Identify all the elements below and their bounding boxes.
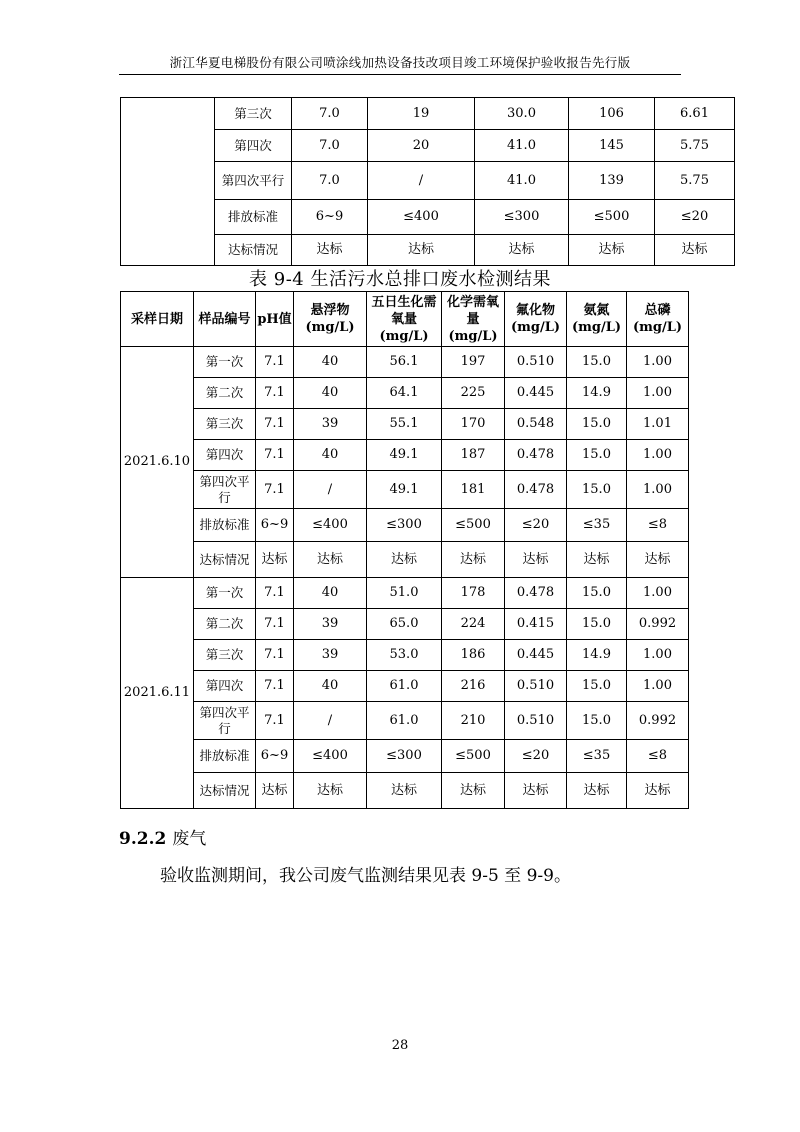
table-cell: 达标 bbox=[655, 235, 735, 266]
table-cell: 7.1 bbox=[256, 409, 294, 440]
table-cell: ≤8 bbox=[627, 509, 689, 542]
table-cell: 40 bbox=[294, 578, 367, 609]
header-row bbox=[121, 292, 689, 347]
table-cell: 145 bbox=[569, 130, 655, 162]
row-label: 第四次平行 bbox=[194, 702, 256, 740]
col-header-tp: 总磷(mg/L) bbox=[627, 292, 689, 347]
page-number: 28 bbox=[391, 1038, 409, 1053]
table-cell: 6~9 bbox=[256, 509, 294, 542]
table-cell: ≤400 bbox=[368, 200, 475, 235]
table-row bbox=[121, 440, 689, 471]
table-row bbox=[121, 98, 735, 130]
row-label: 达标情况 bbox=[215, 235, 292, 266]
table-cell: 49.1 bbox=[367, 440, 442, 471]
table-cell: 15.0 bbox=[567, 471, 627, 509]
table-cell: 51.0 bbox=[367, 578, 442, 609]
table-cell: 14.9 bbox=[567, 640, 627, 671]
table-cell: 1.00 bbox=[627, 347, 689, 378]
continued-results-table bbox=[120, 97, 735, 266]
section-title: 废气 bbox=[172, 829, 207, 849]
table-cell: 170 bbox=[442, 409, 505, 440]
table-cell: ≤20 bbox=[505, 509, 567, 542]
table-cell: 49.1 bbox=[367, 471, 442, 509]
table-cell: 达标 bbox=[475, 235, 569, 266]
table-cell: 1.00 bbox=[627, 640, 689, 671]
table-cell: 达标 bbox=[627, 542, 689, 578]
row-label: 达标情况 bbox=[194, 773, 256, 809]
table-row bbox=[121, 347, 689, 378]
table-row bbox=[121, 378, 689, 409]
table-cell: 达标 bbox=[442, 773, 505, 809]
table-cell: 197 bbox=[442, 347, 505, 378]
table-cell: 15.0 bbox=[567, 409, 627, 440]
table-cell: 40 bbox=[294, 378, 367, 409]
row-label: 第二次 bbox=[194, 609, 256, 640]
table-row bbox=[121, 773, 689, 809]
table-cell: 139 bbox=[569, 162, 655, 200]
table-cell: 40 bbox=[294, 347, 367, 378]
table-cell: / bbox=[294, 471, 367, 509]
table-cell: 0.992 bbox=[627, 609, 689, 640]
header-rule bbox=[119, 74, 681, 75]
table-row bbox=[121, 702, 689, 740]
table-cell: 15.0 bbox=[567, 578, 627, 609]
table-cell: 178 bbox=[442, 578, 505, 609]
table-cell: ≤20 bbox=[655, 200, 735, 235]
table-row bbox=[121, 471, 689, 509]
col-header-ammonia: 氨氮(mg/L) bbox=[567, 292, 627, 347]
table-cell: 15.0 bbox=[567, 347, 627, 378]
table-cell: 61.0 bbox=[367, 702, 442, 740]
table-cell: 0.510 bbox=[505, 671, 567, 702]
col-header-ph: pH值 bbox=[256, 292, 294, 347]
table-cell: 0.445 bbox=[505, 378, 567, 409]
table-cell: 达标 bbox=[367, 542, 442, 578]
table-cell: ≤500 bbox=[442, 509, 505, 542]
table-cell: 达标 bbox=[294, 773, 367, 809]
row-label: 第四次 bbox=[194, 671, 256, 702]
table-row bbox=[121, 409, 689, 440]
table-cell: 达标 bbox=[567, 542, 627, 578]
table-cell: 6~9 bbox=[256, 740, 294, 773]
table-cell: 15.0 bbox=[567, 702, 627, 740]
table-cell: 0.478 bbox=[505, 440, 567, 471]
row-label: 第四次平行 bbox=[215, 162, 292, 200]
body-paragraph: 验收监测期间，我公司废气监测结果见表 9-5 至 9-9。 bbox=[160, 866, 571, 886]
table-cell: 225 bbox=[442, 378, 505, 409]
table-cell: 0.510 bbox=[505, 702, 567, 740]
table-cell: 1.00 bbox=[627, 440, 689, 471]
table-cell: 0.510 bbox=[505, 347, 567, 378]
row-label: 第三次 bbox=[215, 98, 292, 130]
row-label: 排放标准 bbox=[215, 200, 292, 235]
table-cell: 达标 bbox=[256, 542, 294, 578]
table-cell: 1.00 bbox=[627, 471, 689, 509]
col-header-sample: 样品编号 bbox=[194, 292, 256, 347]
table-cell: 7.1 bbox=[256, 440, 294, 471]
table-cell: 5.75 bbox=[655, 162, 735, 200]
page-header: 浙江华夏电梯股份有限公司喷涂线加热设备技改项目竣工环境保护验收报告先行版 bbox=[169, 55, 631, 70]
table-cell: 0.478 bbox=[505, 471, 567, 509]
row-label: 第一次 bbox=[194, 347, 256, 378]
table-cell: 达标 bbox=[292, 235, 368, 266]
col-header-ss: 悬浮物(mg/L) bbox=[294, 292, 367, 347]
table-cell: 0.445 bbox=[505, 640, 567, 671]
section-heading bbox=[119, 824, 206, 849]
table-cell: 达标 bbox=[294, 542, 367, 578]
table-cell: ≤500 bbox=[442, 740, 505, 773]
table-row bbox=[121, 542, 689, 578]
table-cell: 7.1 bbox=[256, 640, 294, 671]
table-cell: 40 bbox=[294, 671, 367, 702]
table-cell: 1.01 bbox=[627, 409, 689, 440]
table-cell: 达标 bbox=[256, 773, 294, 809]
col-header-date: 采样日期 bbox=[121, 292, 194, 347]
table-cell: 64.1 bbox=[367, 378, 442, 409]
table-cell: 0.992 bbox=[627, 702, 689, 740]
table-cell: 6.61 bbox=[655, 98, 735, 130]
row-label: 第四次 bbox=[215, 130, 292, 162]
table-cell: ≤300 bbox=[367, 740, 442, 773]
table-cell: 39 bbox=[294, 409, 367, 440]
table-cell: 达标 bbox=[567, 773, 627, 809]
table-cell: 41.0 bbox=[475, 162, 569, 200]
table-cell: 达标 bbox=[627, 773, 689, 809]
table-cell: 106 bbox=[569, 98, 655, 130]
table-cell: 186 bbox=[442, 640, 505, 671]
date-cell: 2021.6.11 bbox=[121, 578, 194, 809]
table-cell: 达标 bbox=[505, 773, 567, 809]
table-cell: 7.1 bbox=[256, 609, 294, 640]
table-cell: 53.0 bbox=[367, 640, 442, 671]
row-label: 排放标准 bbox=[194, 740, 256, 773]
table-caption: 表 9-4 生活污水总排口废水检测结果 bbox=[249, 269, 551, 290]
date-cell: 2021.6.10 bbox=[121, 347, 194, 578]
table-cell: 达标 bbox=[368, 235, 475, 266]
table-cell: 7.0 bbox=[292, 130, 368, 162]
table-cell: 达标 bbox=[505, 542, 567, 578]
table-cell: / bbox=[294, 702, 367, 740]
row-label: 第四次 bbox=[194, 440, 256, 471]
table-cell: 7.0 bbox=[292, 162, 368, 200]
row-label: 第二次 bbox=[194, 378, 256, 409]
row-label: 第三次 bbox=[194, 640, 256, 671]
table-cell: 达标 bbox=[367, 773, 442, 809]
table-cell: 40 bbox=[294, 440, 367, 471]
table-cell: 55.1 bbox=[367, 409, 442, 440]
table-cell: ≤300 bbox=[475, 200, 569, 235]
table-cell: 39 bbox=[294, 640, 367, 671]
table-cell: 7.1 bbox=[256, 671, 294, 702]
table-cell: 达标 bbox=[569, 235, 655, 266]
table-row bbox=[121, 609, 689, 640]
table-cell: 30.0 bbox=[475, 98, 569, 130]
table-cell: ≤500 bbox=[569, 200, 655, 235]
col-header-fluoride: 氟化物(mg/L) bbox=[505, 292, 567, 347]
wastewater-results-table bbox=[120, 291, 689, 809]
table-cell: 61.0 bbox=[367, 671, 442, 702]
row-label: 第三次 bbox=[194, 409, 256, 440]
table-cell: ≤20 bbox=[505, 740, 567, 773]
table-cell: 7.1 bbox=[256, 702, 294, 740]
table-cell: ≤35 bbox=[567, 740, 627, 773]
table-cell: / bbox=[368, 162, 475, 200]
row-label: 排放标准 bbox=[194, 509, 256, 542]
table-cell: 0.548 bbox=[505, 409, 567, 440]
table-row bbox=[121, 509, 689, 542]
table-row bbox=[121, 578, 689, 609]
blank-cell bbox=[121, 98, 215, 266]
table-cell: 14.9 bbox=[567, 378, 627, 409]
table-cell: 187 bbox=[442, 440, 505, 471]
table-cell: 7.1 bbox=[256, 471, 294, 509]
table-cell: ≤35 bbox=[567, 509, 627, 542]
table-cell: 39 bbox=[294, 609, 367, 640]
table-cell: 181 bbox=[442, 471, 505, 509]
table-cell: 41.0 bbox=[475, 130, 569, 162]
table-row bbox=[121, 740, 689, 773]
table-cell: 1.00 bbox=[627, 671, 689, 702]
col-header-cod: 化学需氧量(mg/L) bbox=[442, 292, 505, 347]
table-cell: ≤8 bbox=[627, 740, 689, 773]
table-cell: 0.415 bbox=[505, 609, 567, 640]
table-cell: 7.1 bbox=[256, 347, 294, 378]
table-cell: 15.0 bbox=[567, 440, 627, 471]
table-cell: ≤300 bbox=[367, 509, 442, 542]
table-cell: 216 bbox=[442, 671, 505, 702]
table-cell: ≤400 bbox=[294, 509, 367, 542]
table-cell: 1.00 bbox=[627, 378, 689, 409]
table-cell: 224 bbox=[442, 609, 505, 640]
table-row bbox=[121, 671, 689, 702]
table-cell: ≤400 bbox=[294, 740, 367, 773]
table-cell: 6~9 bbox=[292, 200, 368, 235]
row-label: 第四次平行 bbox=[194, 471, 256, 509]
table-cell: 210 bbox=[442, 702, 505, 740]
row-label: 第一次 bbox=[194, 578, 256, 609]
section-number: 9.2.2 bbox=[119, 829, 167, 849]
table-cell: 56.1 bbox=[367, 347, 442, 378]
table-cell: 15.0 bbox=[567, 609, 627, 640]
table-cell: 1.00 bbox=[627, 578, 689, 609]
table-cell: 19 bbox=[368, 98, 475, 130]
table-cell: 7.1 bbox=[256, 378, 294, 409]
table-cell: 15.0 bbox=[567, 671, 627, 702]
col-header-bod: 五日生化需氧量(mg/L) bbox=[367, 292, 442, 347]
table-cell: 20 bbox=[368, 130, 475, 162]
table-cell: 0.478 bbox=[505, 578, 567, 609]
table-cell: 5.75 bbox=[655, 130, 735, 162]
table-row bbox=[121, 640, 689, 671]
table-cell: 65.0 bbox=[367, 609, 442, 640]
table-cell: 7.0 bbox=[292, 98, 368, 130]
row-label: 达标情况 bbox=[194, 542, 256, 578]
table-cell: 7.1 bbox=[256, 578, 294, 609]
table-cell: 达标 bbox=[442, 542, 505, 578]
